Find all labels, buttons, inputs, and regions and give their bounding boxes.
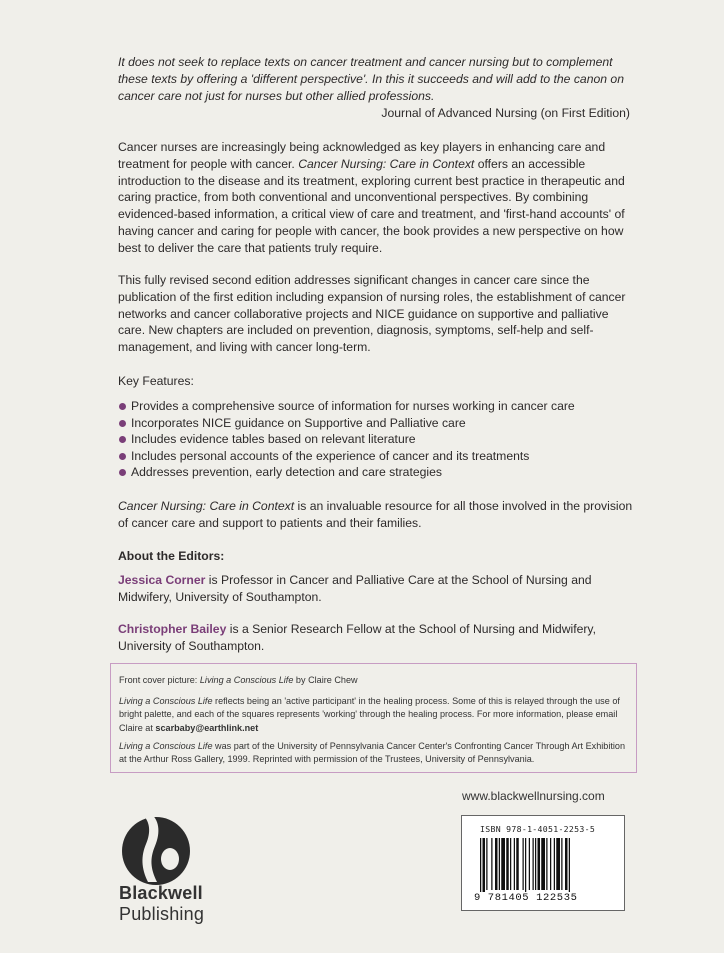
bullet-icon — [119, 453, 126, 460]
key-features-heading: Key Features: — [118, 374, 194, 388]
editor-bio: Christopher Bailey is a Senior Research Fellow at the School of Nursing and Midwifery, University of Southampton. — [118, 622, 597, 653]
list-item: Incorporates NICE guidance on Supportive and Palliative care — [118, 415, 575, 432]
publisher-name-second-line: Publishing — [119, 904, 205, 924]
barcode-digits: 9 781405 122535 — [474, 892, 578, 904]
second-edition-paragraph: This fully revised second edition addresses significant changes in cancer care since the publication of the first edition including expansion of nursing roles, the establishment of cancer networks and cancer collaborative projects and NICE guidance on supportive and palliative care. New chapters are included on prevention, diagnosis, symptoms, self-help and self-management, and living with cancer long-term. — [118, 273, 626, 355]
bullet-icon — [119, 403, 126, 410]
bullet-icon — [119, 469, 126, 476]
artist-email: scarbaby@earthlink.net — [155, 722, 259, 733]
list-item: Includes personal accounts of the experience of cancer and its treatments — [118, 448, 575, 465]
list-item: Provides a comprehensive source of information for nurses working in cancer care — [118, 398, 575, 415]
key-features-list — [118, 398, 575, 481]
publisher-name: Blackwell — [119, 883, 203, 903]
cover-credit-description: Living a Conscious Life reflects being an 'active participant' in the healing process. Some of this is relayed through the use of bright palette, and each of the squares represents 'working' through the healing process. For more information, please email Claire at scarbaby@earthlink.net — [119, 696, 620, 733]
editor-name: Jessica Corner — [118, 573, 206, 587]
cover-credit-line: Front cover picture: Living a Conscious Life by Claire Chew — [119, 675, 358, 685]
list-item: Includes evidence tables based on relevant literature — [118, 431, 575, 448]
bullet-icon — [119, 436, 126, 443]
book-title: Cancer Nursing: Care in Context — [118, 499, 295, 513]
about-editors-heading: About the Editors: — [118, 549, 225, 563]
editor-bio: Jessica Corner is Professor in Cancer and Palliative Care at the School of Nursing and Midwifery, University of Southampton. — [118, 573, 592, 604]
editor-name: Christopher Bailey — [118, 622, 227, 636]
closing-paragraph: Cancer Nursing: Care in Context is an invaluable resource for all those involved in the provision of cancer care and support to patients and their families. — [118, 499, 633, 530]
bullet-icon — [119, 420, 126, 427]
barcode-bars — [476, 838, 614, 900]
intro-paragraph: Cancer nurses are increasingly being acknowledged as key players in enhancing care and treatment for people with cancer. Cancer Nursing: Care in Context offers an accessible introduction to the disease and its treatment, exploring current best practice in therapeutic and caring practice, from both conventional and unconventional perspectives. By combining evidenced-based information, a critical view of care and treatment, and 'first-hand accounts' of having cancer and caring for people with cancer, the book provides a new perspective on how best to deliver the care that patients truly require. — [118, 140, 625, 255]
blackwell-b-logo-icon — [119, 810, 193, 886]
review-source: Journal of Advanced Nursing (on First Edition) — [381, 106, 630, 120]
book-title: Cancer Nursing: Care in Context — [298, 156, 475, 171]
review-quote: It does not seek to replace texts on cancer treatment and cancer nursing but to complement these texts by offering a 'different perspective'. In this it succeeds and will add to the canon on cancer care not just for nurses but other allied professions. — [118, 55, 624, 103]
list-item: Addresses prevention, early detection and care strategies — [118, 464, 575, 481]
barcode — [461, 815, 625, 911]
cover-credit-exhibition: Living a Conscious Life was part of the University of Pennsylvania Cancer Center's Confronting Cancer Through Art Exhibition at the Arthur Ross Gallery, 1999. Reprinted with permission of the Trustees, University of Pennsylvania. — [119, 741, 626, 765]
isbn-label: ISBN 978-1-4051-2253-5 — [480, 824, 596, 834]
publisher-website: www.blackwellnursing.com — [462, 789, 605, 803]
